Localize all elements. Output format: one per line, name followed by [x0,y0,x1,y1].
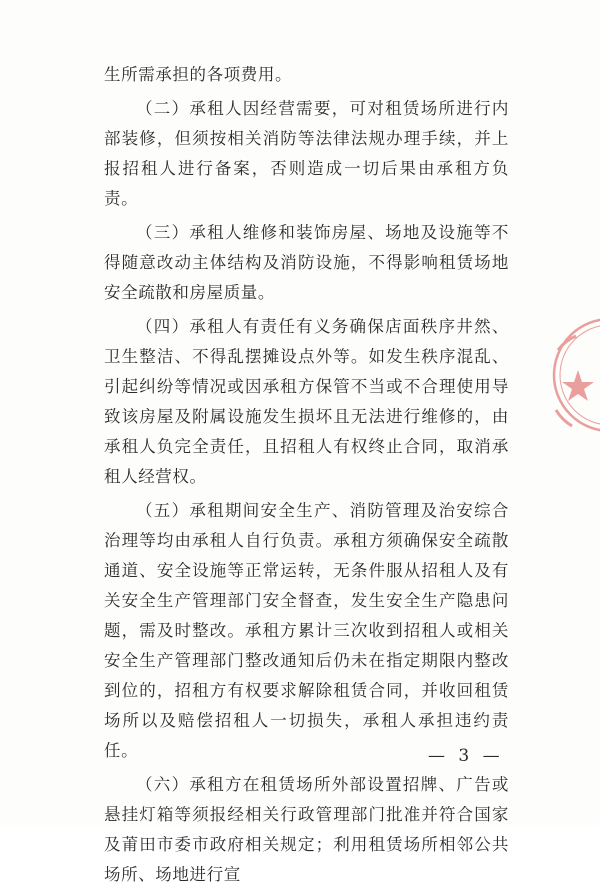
paragraph-clause-6: （六）承租方在租赁场所外部设置招牌、广告或悬挂灯箱等须报经相关行政管理部门批准并符合国家及莆田市委市政府相关规定；利用租赁场所相邻公共场所、场地进行宣 [104,775,509,884]
paragraph-continuation: 生所需承担的各项费用。 [104,65,293,84]
paragraph-clause-4: （四）承租人有责任有义务确保店面秩序井然、卫生整洁、不得乱摆摊设点外等。如发生秩序混乱、引起纠纷等情况或因承租方保管不当或不合理使用导致该房屋及附属设施发生损坏且无法进行维修的，由承租人负完全责任，且招租人有权终止合同，取消承租人经营权。 [104,317,509,486]
page-number: — 3 — [428,746,504,766]
official-seal-icon [548,310,600,440]
paragraph-clause-3: （三）承租人维修和装饰房屋、场地及设施等不得随意改动主体结构及消防设施，不得影响租赁场地安全疏散和房屋质量。 [104,223,509,302]
paragraph-clause-5: （五）承租期间安全生产、消防管理及治安综合治理等均由承租人自行负责。承租方须确保安全疏散通道、安全设施等正常运转，无条件服从招租人及有关安全生产管理部门安全督查，发生安全生产隐患问题，需及时整改。承租方累计三次收到招租人或相关安全生产管理部门整改通知后仍未在指定期限内整改到位的，招租方有权要求解除租赁合同，并收回租赁场所以及赔偿招租人一切损失，承租人承担违约责任。 [104,501,509,760]
paragraph-clause-2: （二）承租人因经营需要，可对租赁场所进行内部装修，但须按相关消防等法律法规办理手续，并上报招租人进行备案，否则造成一切后果由承租方负责。 [104,99,509,208]
